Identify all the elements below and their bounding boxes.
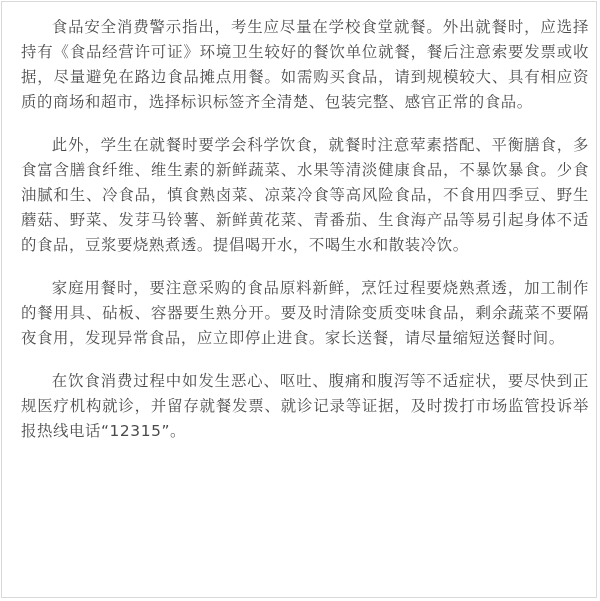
article-frame (1, 1, 597, 598)
paragraph-family-meals: 家庭用餐时，要注意采购的食品原料新鲜，烹饪过程要烧熟煮透，加工制作的餐用具、砧板、容器要生熟分开。要及时清除变质变味食品，剩余蔬菜不要隔夜食用，发现异常食品，应立即停止进食。家长送餐，请尽量缩短送餐时间。 (21, 279, 589, 347)
paragraph-scientific-diet: 此外，学生在就餐时要学会科学饮食，就餐时注意荤素搭配、平衡膳食，多食富含膳食纤维、维生素的新鲜蔬菜、水果等清淡健康食品，不暴饮暴食。少食油腻和生、冷食品，慎食熟卤菜、凉菜冷食等高风险食品，不食用四季豆、野生蘑菇、野菜、发芽马铃薯、新鲜黄花菜、青番茄、生食海产品等易引起身体不适的食品，豆浆要烧熟煮透。提倡喝开水，不喝生水和散装冷饮。 (21, 136, 589, 254)
article-body (21, 15, 589, 444)
paragraph-symptoms-hotline: 在饮食消费过程中如发生恶心、呕吐、腹痛和腹泻等不适症状，要尽快到正规医疗机构就诊，并留存就餐发票、就诊记录等证据，及时拨打市场监管投诉举报热线电话“12315”。 (21, 372, 589, 440)
paragraph-exam-dining-advice: 食品安全消费警示指出，考生应尽量在学校食堂就餐。外出就餐时，应选择持有《食品经营许可证》环境卫生较好的餐饮单位就餐，餐后注意索要发票或收据，尽量避免在路边食品摊点用餐。如需购买食品，请到规模较大、具有相应资质的商场和超市，选择标识标签齐全清楚、包装完整、感官正常的食品。 (21, 18, 589, 111)
